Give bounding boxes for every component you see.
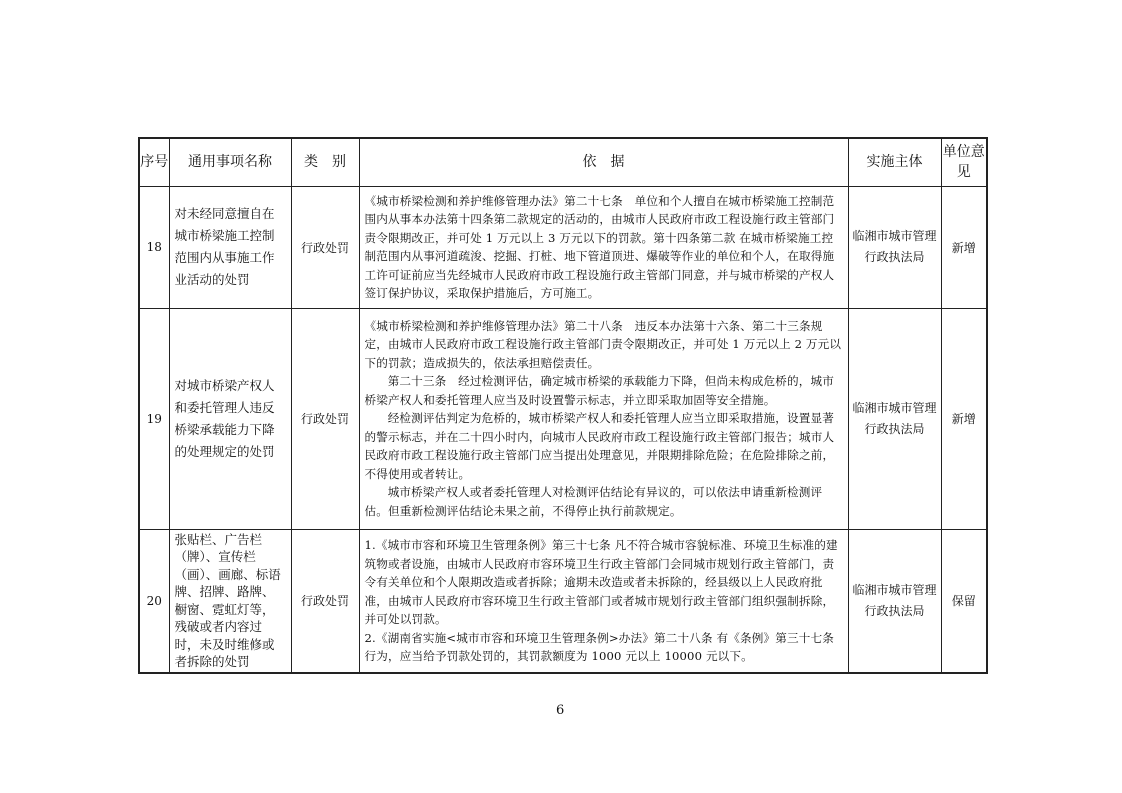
row-opinion: 新增 xyxy=(941,186,987,308)
subject-line: 行政执法局 xyxy=(864,603,925,618)
basis-paragraph: 经检测评估判定为危桥的，城市桥梁产权人和委托管理人应当立即采取措施，设置显著的警示标志，并在二十四小时内，向城市人民政府市政工程设施行政主管部门报告；城市人民政府市政工程设施行政主管部门应当提出处理意见，并限期排除危险；在危险排除之前，不得使用或者转让。 xyxy=(364,411,835,481)
basis-paragraph: 第二十三条 经过检测评估，确定城市桥梁的承载能力下降，但尚未构成危桥的，城市桥梁产权人和委托管理人应当及时设置警示标志，并立即采取加固等安全措施。 xyxy=(364,374,834,407)
header-category: 类 别 xyxy=(291,138,359,186)
row-basis xyxy=(359,186,848,308)
row-category: 行政处罚 xyxy=(291,308,359,529)
basis-paragraph: 《城市桥梁检测和养护维修管理办法》第二十七条 单位和个人擅自在城市桥梁施工控制范围内从事本办法第十四条第二款规定的活动的，由城市人民政府市政工程设施行政主管部门责令限期改正，并可处 1 万元以上 3 万元以下的罚款。第十四条第二款 在城市桥梁施工控制范围内从事河道疏浚、挖掘、打桩、地下管道顶进、爆破等作业的单位和个人，在取得施工许可证前应当先经城市人民政府市政工程设施行政主管部门同意，并与城市桥梁的产权人签订保护协议，采取保护措施后，方可施工。 xyxy=(364,193,835,300)
row-name: 对城市桥梁产权人和委托管理人违反桥梁承载能力下降的处理规定的处罚 xyxy=(169,308,291,529)
row-no: 20 xyxy=(139,529,169,673)
row-category: 行政处罚 xyxy=(291,529,359,673)
table-header-row xyxy=(139,138,987,186)
header-opinion: 单位意见 xyxy=(941,138,987,186)
table-row xyxy=(139,529,987,673)
table-row xyxy=(139,308,987,529)
subject-line: 临湘市城市管理 xyxy=(852,229,937,243)
subject-line: 临湘市城市管理 xyxy=(852,582,937,597)
row-name: 对未经同意擅自在城市桥梁施工控制范围内从事施工作业活动的处罚 xyxy=(169,186,291,308)
subject-line: 行政执法局 xyxy=(864,250,925,264)
row-subject xyxy=(848,308,941,529)
header-name: 通用事项名称 xyxy=(169,138,291,186)
row-name: 张贴栏、广告栏（牌）、宣传栏（画）、画廊、标语牌、招牌、路牌、橱窗、霓虹灯等，残破或者内容过时，未及时维修或者拆除的处罚 xyxy=(169,529,291,673)
basis-paragraph: 2.《湖南省实施<城市市容和环境卫生管理条例>办法》第二十八条 有《条例》第三十七条行为，应当给予罚款处罚的，其罚款额度为 1000 元以上 10000 元以下。 xyxy=(364,630,834,663)
row-opinion: 保留 xyxy=(941,529,987,673)
header-basis: 依 据 xyxy=(359,138,848,186)
header-subject: 实施主体 xyxy=(848,138,941,186)
row-basis xyxy=(359,308,848,529)
row-subject xyxy=(848,529,941,673)
subject-line: 行政执法局 xyxy=(864,421,925,436)
row-no: 19 xyxy=(139,308,169,529)
row-opinion: 新增 xyxy=(941,308,987,529)
header-no: 序号 xyxy=(139,138,169,186)
page-number: 6 xyxy=(556,703,565,718)
items-table xyxy=(138,137,988,674)
row-category: 行政处罚 xyxy=(291,186,359,308)
basis-paragraph: 城市桥梁产权人或者委托管理人对检测评估结论有异议的，可以依法申请重新检测评估。但重新检测评估结论未果之前，不得停止执行前款规定。 xyxy=(364,485,823,518)
row-basis xyxy=(359,529,848,673)
row-no: 18 xyxy=(139,186,169,308)
basis-paragraph: 《城市桥梁检测和养护维修管理办法》第二十八条 违反本办法第十六条、第二十三条规定，由城市人民政府市政工程设施行政主管部门责令限期改正，并可处 1 万元以上 2 万元以下的罚款；造成损失的，依法承担赔偿责任。 xyxy=(364,318,842,370)
table-row xyxy=(139,186,987,308)
row-subject xyxy=(848,186,941,308)
subject-line: 临湘市城市管理 xyxy=(852,400,937,415)
basis-paragraph: 1.《城市市容和环境卫生管理条例》第三十七条 凡不符合城市容貌标准、环境卫生标准的建筑物或者设施，由城市人民政府市容环境卫生行政主管部门会同城市规划行政主管部门，责令有关单位和个人限期改造或者拆除；逾期未改造或者未拆除的，经县级以上人民政府批准，由城市人民政府市容环境卫生行政主管部门或者城市规划行政主管部门组织强制拆除，并可处以罚款。 xyxy=(364,538,838,626)
